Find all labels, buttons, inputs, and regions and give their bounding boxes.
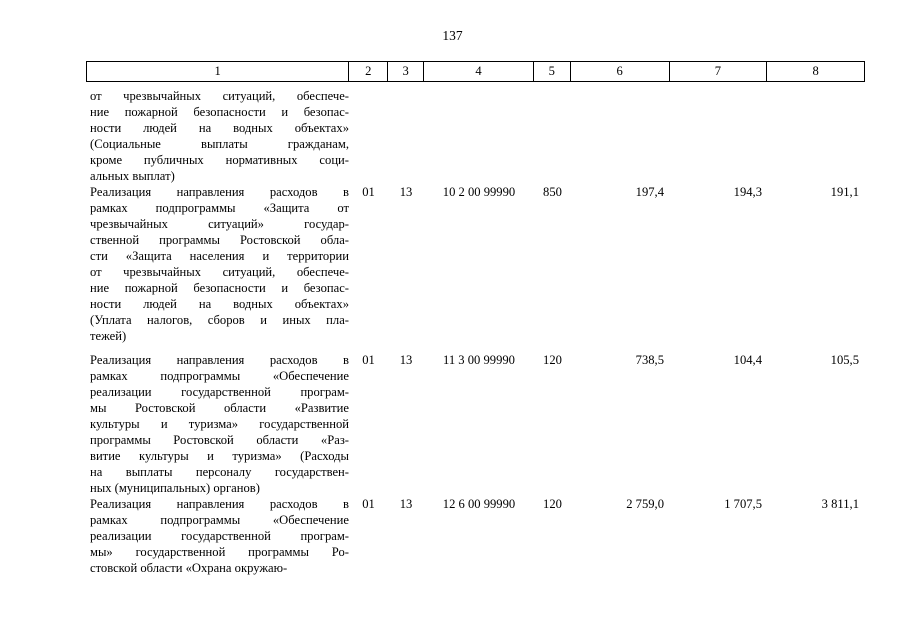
cell-target-article: 10 2 00 99990 bbox=[442, 185, 516, 199]
cell-amount-col6: 738,5 bbox=[635, 353, 664, 367]
description-line: мы» государственной программы Ро- bbox=[90, 545, 349, 559]
header-cell-7: 7 bbox=[670, 62, 768, 81]
description-line: сти «Защита населения и территории bbox=[90, 249, 349, 263]
description-line: ности людей на водных объектах» bbox=[90, 121, 349, 135]
description-line: Реализация направления расходов в bbox=[90, 185, 349, 199]
description-line: ние пожарной безопасности и безопас- bbox=[90, 281, 349, 295]
cell-amount-col7: 194,3 bbox=[733, 185, 762, 199]
header-cell-2: 2 bbox=[349, 62, 388, 81]
table-header-row bbox=[86, 61, 865, 82]
description-line: рамках подпрограммы «Обеспечение bbox=[90, 513, 349, 527]
description-line: от чрезвычайных ситуаций, обеспече- bbox=[90, 89, 349, 103]
description-line: (Социальные выплаты гражданам, bbox=[90, 137, 349, 151]
description-line: ственной программы Ростовской обла- bbox=[90, 233, 349, 247]
row-description bbox=[90, 88, 349, 184]
header-cell-1: 1 bbox=[87, 62, 349, 81]
cell-expense-type: 850 bbox=[543, 185, 562, 199]
cell-amount-col7: 104,4 bbox=[733, 353, 762, 367]
description-line: ности людей на водных объектах» bbox=[90, 297, 349, 311]
row-description bbox=[90, 184, 349, 344]
header-cell-3: 3 bbox=[388, 62, 424, 81]
description-line: рамках подпрограммы «Обеспечение bbox=[90, 369, 349, 383]
header-cell-6: 6 bbox=[571, 62, 670, 81]
description-line: кроме публичных нормативных соци- bbox=[90, 153, 349, 167]
description-line: ных (муниципальных) органов) bbox=[90, 481, 260, 495]
description-line: от чрезвычайных ситуаций, обеспече- bbox=[90, 265, 349, 279]
row-description bbox=[90, 496, 349, 576]
cell-section: 01 bbox=[362, 353, 375, 367]
description-line: ние пожарной безопасности и безопас- bbox=[90, 105, 349, 119]
cell-section: 01 bbox=[362, 185, 375, 199]
description-line: реализации государственной програм- bbox=[90, 529, 349, 543]
description-line: мы Ростовской области «Развитие bbox=[90, 401, 349, 415]
description-line: стовской области «Охрана окружаю- bbox=[90, 561, 288, 575]
cell-target-article: 12 6 00 99990 bbox=[442, 497, 516, 511]
description-line: чрезвычайных ситуаций» государ- bbox=[90, 217, 349, 231]
description-line: Реализация направления расходов в bbox=[90, 497, 349, 511]
cell-amount-col6: 197,4 bbox=[635, 185, 664, 199]
cell-expense-type: 120 bbox=[543, 497, 562, 511]
cell-subsection: 13 bbox=[399, 185, 413, 199]
description-line: альных выплат) bbox=[90, 169, 175, 183]
description-line: культуры и туризма» государственной bbox=[90, 417, 349, 431]
cell-target-article: 11 3 00 99990 bbox=[443, 353, 515, 367]
cell-expense-type: 120 bbox=[543, 353, 562, 367]
cell-section: 01 bbox=[362, 497, 375, 511]
description-line: витие культуры и туризма» (Расходы bbox=[90, 449, 349, 463]
cell-amount-col6: 2 759,0 bbox=[626, 497, 664, 511]
description-line: рамках подпрограммы «Защита от bbox=[90, 201, 349, 215]
description-line: реализации государственной програм- bbox=[90, 385, 349, 399]
cell-subsection: 13 bbox=[399, 497, 413, 511]
cell-amount-col7: 1 707,5 bbox=[724, 497, 762, 511]
description-line: на выплаты персоналу государствен- bbox=[90, 465, 349, 479]
cell-subsection: 13 bbox=[399, 353, 413, 367]
header-cell-4: 4 bbox=[424, 62, 534, 81]
description-line: тежей) bbox=[90, 329, 127, 343]
header-cell-5: 5 bbox=[534, 62, 571, 81]
page-number: 137 bbox=[442, 28, 463, 43]
description-line: программы Ростовской области «Раз- bbox=[90, 433, 349, 447]
header-cell-8: 8 bbox=[812, 64, 819, 78]
row-description bbox=[90, 352, 349, 496]
cell-amount-col8: 3 811,1 bbox=[821, 497, 859, 511]
cell-amount-col8: 105,5 bbox=[830, 353, 859, 367]
cell-amount-col8: 191,1 bbox=[830, 185, 859, 199]
description-line: (Уплата налогов, сборов и иных пла- bbox=[90, 313, 349, 327]
description-line: Реализация направления расходов в bbox=[90, 353, 349, 367]
